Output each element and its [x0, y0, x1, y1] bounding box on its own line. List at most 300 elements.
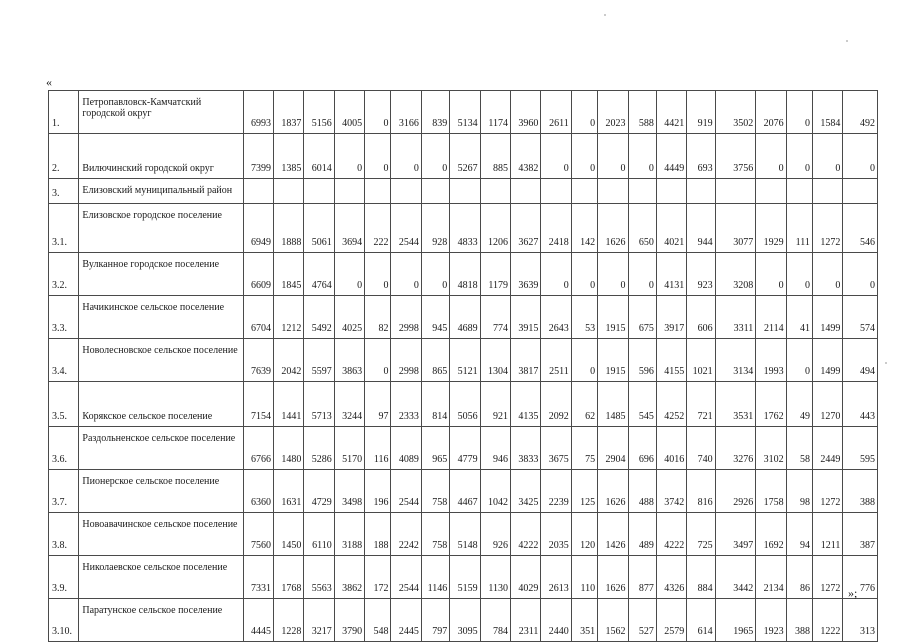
- value-cell: 5056: [450, 382, 480, 427]
- value-cell: 2242: [391, 513, 421, 556]
- value-cell: 1626: [598, 470, 628, 513]
- value-cell: 3102: [756, 427, 786, 470]
- value-cell: [571, 179, 597, 204]
- value-cell: 693: [687, 134, 715, 179]
- value-cell: 3244: [334, 382, 364, 427]
- value-cell: 4764: [304, 253, 334, 296]
- value-cell: 3817: [511, 339, 541, 382]
- value-cell: 0: [571, 91, 597, 134]
- value-cell: [715, 179, 756, 204]
- value-cell: 1631: [273, 470, 303, 513]
- value-cell: 928: [421, 204, 449, 253]
- value-cell: 0: [571, 134, 597, 179]
- scan-speck: [846, 40, 848, 42]
- value-cell: 3188: [334, 513, 364, 556]
- value-cell: 94: [786, 513, 812, 556]
- value-cell: 797: [421, 599, 449, 642]
- table-row: [49, 470, 878, 513]
- value-cell: 1768: [273, 556, 303, 599]
- value-cell: 5597: [304, 339, 334, 382]
- value-cell: 4016: [656, 427, 686, 470]
- value-cell: [304, 179, 334, 204]
- value-cell: 588: [628, 91, 656, 134]
- row-name: Вулканное городское поселение: [79, 253, 243, 296]
- value-cell: 545: [628, 382, 656, 427]
- value-cell: 0: [756, 134, 786, 179]
- row-name: Елизовское городское поселение: [79, 204, 243, 253]
- value-cell: 3502: [715, 91, 756, 134]
- value-cell: 1272: [812, 556, 842, 599]
- opening-quote: «: [46, 75, 52, 89]
- value-cell: 3833: [511, 427, 541, 470]
- row-name: Вилючинский городской округ: [79, 134, 243, 179]
- value-cell: 1485: [598, 382, 628, 427]
- value-cell: 5563: [304, 556, 334, 599]
- value-cell: 2998: [391, 339, 421, 382]
- value-cell: 2134: [756, 556, 786, 599]
- value-cell: 4025: [334, 296, 364, 339]
- value-cell: 1228: [273, 599, 303, 642]
- value-cell: 5134: [450, 91, 480, 134]
- value-cell: 4029: [511, 556, 541, 599]
- value-cell: 596: [628, 339, 656, 382]
- value-cell: 0: [421, 253, 449, 296]
- value-cell: 877: [628, 556, 656, 599]
- row-number: 3.4.: [49, 339, 79, 382]
- value-cell: 1212: [273, 296, 303, 339]
- value-cell: 1042: [480, 470, 510, 513]
- value-cell: 1385: [273, 134, 303, 179]
- value-cell: 443: [843, 382, 878, 427]
- value-cell: 3862: [334, 556, 364, 599]
- value-cell: 1021: [687, 339, 715, 382]
- value-cell: 1915: [598, 339, 628, 382]
- value-cell: 2904: [598, 427, 628, 470]
- value-cell: 1304: [480, 339, 510, 382]
- value-cell: 884: [687, 556, 715, 599]
- table-row: [49, 91, 878, 134]
- value-cell: 3208: [715, 253, 756, 296]
- value-cell: 1441: [273, 382, 303, 427]
- value-cell: 774: [480, 296, 510, 339]
- value-cell: 2114: [756, 296, 786, 339]
- value-cell: 0: [334, 134, 364, 179]
- value-cell: 7399: [243, 134, 273, 179]
- value-cell: 0: [365, 339, 391, 382]
- value-cell: 0: [365, 134, 391, 179]
- value-cell: 3497: [715, 513, 756, 556]
- value-cell: 776: [843, 556, 878, 599]
- value-cell: 120: [571, 513, 597, 556]
- value-cell: 1146: [421, 556, 449, 599]
- value-cell: 6949: [243, 204, 273, 253]
- value-cell: 0: [786, 339, 812, 382]
- value-cell: 3134: [715, 339, 756, 382]
- value-cell: 75: [571, 427, 597, 470]
- value-cell: 814: [421, 382, 449, 427]
- table-row: [49, 427, 878, 470]
- table-row: [49, 599, 878, 642]
- value-cell: 4089: [391, 427, 421, 470]
- value-cell: 1480: [273, 427, 303, 470]
- row-number: 3.3.: [49, 296, 79, 339]
- value-cell: 696: [628, 427, 656, 470]
- table-row: [49, 179, 878, 204]
- value-cell: [421, 179, 449, 204]
- value-cell: 1179: [480, 253, 510, 296]
- value-cell: 1222: [812, 599, 842, 642]
- value-cell: 116: [365, 427, 391, 470]
- row-number: 2.: [49, 134, 79, 179]
- row-name: Пионерское сельское поселение: [79, 470, 243, 513]
- value-cell: 49: [786, 382, 812, 427]
- value-cell: 3166: [391, 91, 421, 134]
- value-cell: 2239: [541, 470, 571, 513]
- value-cell: 1450: [273, 513, 303, 556]
- value-cell: 919: [687, 91, 715, 134]
- value-cell: 1915: [598, 296, 628, 339]
- value-cell: 142: [571, 204, 597, 253]
- value-cell: 1923: [756, 599, 786, 642]
- table-row: [49, 513, 878, 556]
- value-cell: 41: [786, 296, 812, 339]
- value-cell: [450, 179, 480, 204]
- value-cell: 0: [786, 134, 812, 179]
- value-cell: 721: [687, 382, 715, 427]
- value-cell: 0: [365, 253, 391, 296]
- value-cell: [365, 179, 391, 204]
- value-cell: 1562: [598, 599, 628, 642]
- value-cell: 1426: [598, 513, 628, 556]
- row-name: Петропавловск-Камчатский городской округ: [79, 91, 243, 134]
- value-cell: 3960: [511, 91, 541, 134]
- value-cell: 4421: [656, 91, 686, 134]
- value-cell: 1270: [812, 382, 842, 427]
- value-cell: 4382: [511, 134, 541, 179]
- value-cell: 816: [687, 470, 715, 513]
- value-cell: 6360: [243, 470, 273, 513]
- table-row: [49, 253, 878, 296]
- value-cell: 2418: [541, 204, 571, 253]
- value-cell: [656, 179, 686, 204]
- value-cell: 0: [786, 91, 812, 134]
- value-cell: [756, 179, 786, 204]
- value-cell: [391, 179, 421, 204]
- value-cell: 1965: [715, 599, 756, 642]
- value-cell: 2926: [715, 470, 756, 513]
- value-cell: 921: [480, 382, 510, 427]
- value-cell: 0: [334, 253, 364, 296]
- value-cell: 5156: [304, 91, 334, 134]
- value-cell: 53: [571, 296, 597, 339]
- table-row: [49, 339, 878, 382]
- table-row: [49, 296, 878, 339]
- value-cell: 650: [628, 204, 656, 253]
- value-cell: 6110: [304, 513, 334, 556]
- row-name: Начикинское сельское поселение: [79, 296, 243, 339]
- value-cell: 4779: [450, 427, 480, 470]
- value-cell: 1499: [812, 339, 842, 382]
- value-cell: 1692: [756, 513, 786, 556]
- value-cell: 62: [571, 382, 597, 427]
- value-cell: 4445: [243, 599, 273, 642]
- value-cell: [334, 179, 364, 204]
- row-number: 3.9.: [49, 556, 79, 599]
- value-cell: 4005: [334, 91, 364, 134]
- value-cell: 0: [812, 134, 842, 179]
- value-cell: 4818: [450, 253, 480, 296]
- value-cell: 5286: [304, 427, 334, 470]
- value-cell: 923: [687, 253, 715, 296]
- value-cell: 6609: [243, 253, 273, 296]
- value-cell: 2311: [511, 599, 541, 642]
- row-number: 3.5.: [49, 382, 79, 427]
- value-cell: 675: [628, 296, 656, 339]
- value-cell: [598, 179, 628, 204]
- value-cell: 3077: [715, 204, 756, 253]
- value-cell: 3639: [511, 253, 541, 296]
- value-cell: 3311: [715, 296, 756, 339]
- value-cell: 4131: [656, 253, 686, 296]
- value-cell: 222: [365, 204, 391, 253]
- value-cell: 111: [786, 204, 812, 253]
- row-number: 3.7.: [49, 470, 79, 513]
- value-cell: 3675: [541, 427, 571, 470]
- value-cell: 3425: [511, 470, 541, 513]
- value-cell: 388: [786, 599, 812, 642]
- value-cell: 595: [843, 427, 878, 470]
- value-cell: [628, 179, 656, 204]
- value-cell: 2544: [391, 556, 421, 599]
- value-cell: 0: [391, 253, 421, 296]
- value-cell: 4021: [656, 204, 686, 253]
- row-number: 3.6.: [49, 427, 79, 470]
- value-cell: 574: [843, 296, 878, 339]
- value-cell: 4449: [656, 134, 686, 179]
- value-cell: 0: [843, 134, 878, 179]
- value-cell: [786, 179, 812, 204]
- value-cell: 3742: [656, 470, 686, 513]
- value-cell: 1626: [598, 556, 628, 599]
- value-cell: 945: [421, 296, 449, 339]
- value-cell: 4689: [450, 296, 480, 339]
- value-cell: 58: [786, 427, 812, 470]
- value-cell: [480, 179, 510, 204]
- value-cell: 4833: [450, 204, 480, 253]
- row-number: 3.8.: [49, 513, 79, 556]
- value-cell: 0: [598, 253, 628, 296]
- value-cell: 865: [421, 339, 449, 382]
- value-cell: 784: [480, 599, 510, 642]
- value-cell: 0: [365, 91, 391, 134]
- value-cell: 196: [365, 470, 391, 513]
- value-cell: 3694: [334, 204, 364, 253]
- value-cell: 0: [571, 253, 597, 296]
- scan-speck: [604, 14, 606, 16]
- value-cell: 7331: [243, 556, 273, 599]
- value-cell: 3863: [334, 339, 364, 382]
- row-number: 3.2.: [49, 253, 79, 296]
- value-cell: 313: [843, 599, 878, 642]
- value-cell: 2579: [656, 599, 686, 642]
- value-cell: 1929: [756, 204, 786, 253]
- value-cell: 1626: [598, 204, 628, 253]
- value-cell: 758: [421, 470, 449, 513]
- value-cell: 606: [687, 296, 715, 339]
- row-number: 3.1.: [49, 204, 79, 253]
- value-cell: 740: [687, 427, 715, 470]
- value-cell: 97: [365, 382, 391, 427]
- value-cell: 965: [421, 427, 449, 470]
- value-cell: 1888: [273, 204, 303, 253]
- value-cell: 4135: [511, 382, 541, 427]
- row-name: Николаевское сельское поселение: [79, 556, 243, 599]
- row-number: 3.: [49, 179, 79, 204]
- value-cell: 4155: [656, 339, 686, 382]
- value-cell: 0: [541, 134, 571, 179]
- value-cell: [541, 179, 571, 204]
- value-cell: 1206: [480, 204, 510, 253]
- value-cell: 0: [756, 253, 786, 296]
- value-cell: 3915: [511, 296, 541, 339]
- value-cell: 4729: [304, 470, 334, 513]
- district-data-table: [48, 90, 878, 642]
- table-row: [49, 134, 878, 179]
- value-cell: 2023: [598, 91, 628, 134]
- value-cell: 2998: [391, 296, 421, 339]
- value-cell: 2613: [541, 556, 571, 599]
- value-cell: 387: [843, 513, 878, 556]
- table-row: [49, 556, 878, 599]
- value-cell: 0: [571, 339, 597, 382]
- value-cell: 885: [480, 134, 510, 179]
- value-cell: 351: [571, 599, 597, 642]
- value-cell: 4252: [656, 382, 686, 427]
- row-name: Раздольненское сельское поселение: [79, 427, 243, 470]
- row-name: Корякское сельское поселение: [79, 382, 243, 427]
- value-cell: 98: [786, 470, 812, 513]
- row-number: 1.: [49, 91, 79, 134]
- value-cell: 3276: [715, 427, 756, 470]
- value-cell: 1272: [812, 204, 842, 253]
- value-cell: 3095: [450, 599, 480, 642]
- value-cell: 2544: [391, 470, 421, 513]
- value-cell: 7639: [243, 339, 273, 382]
- value-cell: 488: [628, 470, 656, 513]
- value-cell: 0: [812, 253, 842, 296]
- value-cell: 1584: [812, 91, 842, 134]
- value-cell: 5492: [304, 296, 334, 339]
- value-cell: 1211: [812, 513, 842, 556]
- row-name: Паратунское сельское поселение: [79, 599, 243, 642]
- value-cell: 489: [628, 513, 656, 556]
- value-cell: 0: [628, 253, 656, 296]
- value-cell: 0: [843, 253, 878, 296]
- value-cell: 5061: [304, 204, 334, 253]
- value-cell: [273, 179, 303, 204]
- value-cell: 926: [480, 513, 510, 556]
- value-cell: 3917: [656, 296, 686, 339]
- value-cell: 5267: [450, 134, 480, 179]
- value-cell: 758: [421, 513, 449, 556]
- value-cell: [243, 179, 273, 204]
- value-cell: 5121: [450, 339, 480, 382]
- value-cell: 6766: [243, 427, 273, 470]
- row-name: Новоавачинское сельское поселение: [79, 513, 243, 556]
- value-cell: 6014: [304, 134, 334, 179]
- row-name: Новолесновское сельское поселение: [79, 339, 243, 382]
- value-cell: [843, 179, 878, 204]
- value-cell: 3442: [715, 556, 756, 599]
- scan-speck: [885, 362, 887, 364]
- value-cell: 546: [843, 204, 878, 253]
- row-number: 3.10.: [49, 599, 79, 642]
- row-name: Елизовский муниципальный район: [79, 179, 243, 204]
- value-cell: 5159: [450, 556, 480, 599]
- value-cell: 1762: [756, 382, 786, 427]
- value-cell: 1130: [480, 556, 510, 599]
- value-cell: 944: [687, 204, 715, 253]
- value-cell: 172: [365, 556, 391, 599]
- value-cell: 1499: [812, 296, 842, 339]
- value-cell: 1174: [480, 91, 510, 134]
- value-cell: 5713: [304, 382, 334, 427]
- value-cell: 388: [843, 470, 878, 513]
- value-cell: 0: [541, 253, 571, 296]
- value-cell: 725: [687, 513, 715, 556]
- value-cell: 0: [628, 134, 656, 179]
- value-cell: 1758: [756, 470, 786, 513]
- value-cell: 0: [786, 253, 812, 296]
- value-cell: 3217: [304, 599, 334, 642]
- value-cell: 7560: [243, 513, 273, 556]
- value-cell: 3531: [715, 382, 756, 427]
- value-cell: 1845: [273, 253, 303, 296]
- value-cell: [687, 179, 715, 204]
- value-cell: 4467: [450, 470, 480, 513]
- value-cell: 0: [421, 134, 449, 179]
- value-cell: 82: [365, 296, 391, 339]
- value-cell: 6993: [243, 91, 273, 134]
- value-cell: 2611: [541, 91, 571, 134]
- value-cell: 3627: [511, 204, 541, 253]
- value-cell: [511, 179, 541, 204]
- value-cell: 2042: [273, 339, 303, 382]
- value-cell: 492: [843, 91, 878, 134]
- value-cell: 2035: [541, 513, 571, 556]
- value-cell: 86: [786, 556, 812, 599]
- value-cell: 1272: [812, 470, 842, 513]
- value-cell: 2333: [391, 382, 421, 427]
- closing-quote: »;: [848, 586, 858, 600]
- value-cell: 614: [687, 599, 715, 642]
- value-cell: [812, 179, 842, 204]
- value-cell: 946: [480, 427, 510, 470]
- value-cell: 3790: [334, 599, 364, 642]
- value-cell: 2449: [812, 427, 842, 470]
- value-cell: 2076: [756, 91, 786, 134]
- value-cell: 2445: [391, 599, 421, 642]
- value-cell: 0: [391, 134, 421, 179]
- value-cell: 1993: [756, 339, 786, 382]
- value-cell: 527: [628, 599, 656, 642]
- value-cell: 7154: [243, 382, 273, 427]
- value-cell: 839: [421, 91, 449, 134]
- value-cell: 5148: [450, 513, 480, 556]
- value-cell: 1837: [273, 91, 303, 134]
- value-cell: 188: [365, 513, 391, 556]
- value-cell: 3498: [334, 470, 364, 513]
